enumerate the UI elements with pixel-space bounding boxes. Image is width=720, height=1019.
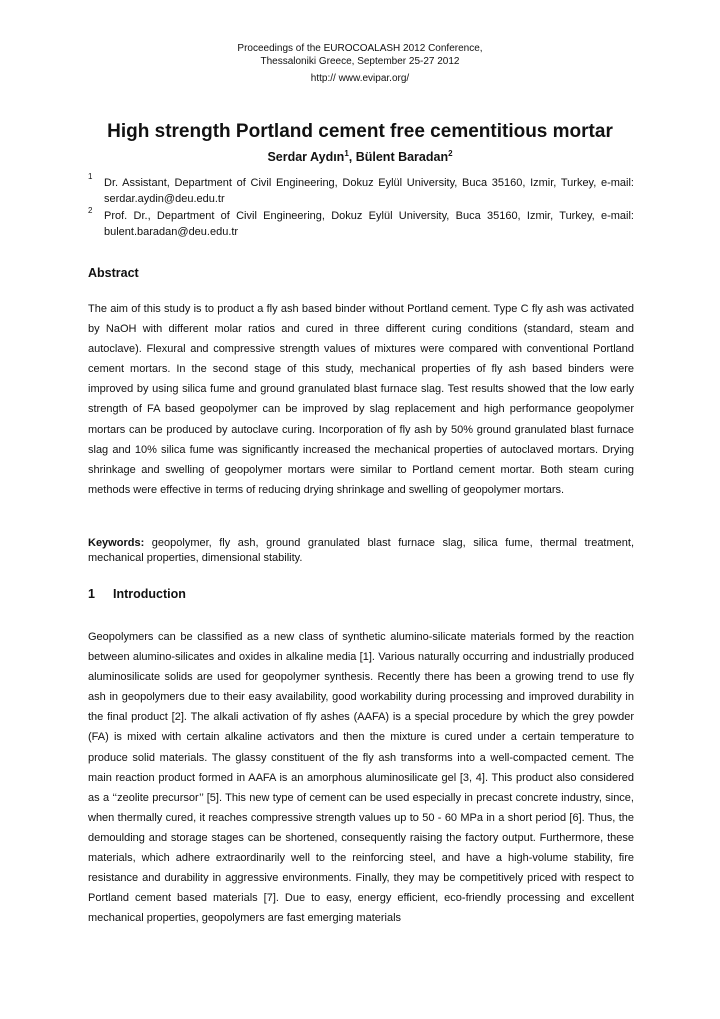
proceedings-line-2: Thessaloniki Greece, September 25-27 2012 xyxy=(260,56,460,67)
affiliation-1: Dr. Assistant, Department of Civil Engineering, Dokuz Eylül University, Buca 35160, Izmir, Turkey, e-mail: serdar.aydin@deu.edu.tr xyxy=(104,177,634,205)
author-list xyxy=(0,150,720,164)
affiliation-2: Prof. Dr., Department of Civil Engineering, Dokuz Eylül University, Buca 35160, Izmir, Turkey, e-mail: bulent.baradan@deu.edu.tr xyxy=(104,210,634,238)
introduction-text: Geopolymers can be classified as a new class of synthetic alumino-silicate materials formed by the reaction between alumino-silicates and oxides in alkaline media [1]. Various naturally occurring and industrially produced aluminosilicate solids are used for geopolymer synthesis. Recently there has been a growing trend to use fly ash in geopolymers due to their easy availability, good workability during processing and improved durability in the final product [2]. The alkali activation of fly ashes (AAFA) is a special procedure by which the grey powder (FA) is mixed with certain alkaline activators and then the mixture is cured under a certain temperature to produce solid materials. The glassy constituent of the fly ash transforms into a well-compacted cement. The main reaction product formed in AAFA is an amorphous aluminosilicate gel [3, 4]. This product also considered as a ‘‘zeolite precursor’’ [5]. This new type of cement can be used especially in precast concrete industry, since, when thermally cured, it reaches compressive strength values up to 50 - 60 MPa in a short period [6]. Thus, the demoulding and storage stages can be shortened, consequently raising the factory output. Furthermore, these materials, which adhere extraordinarily well to the reinforcing steel, and have a high-volume stability, fire resistance and durability in aggressive environments. Finally, they may be competitively priced with respect to Portland cement based materials [7]. Due to easy, energy efficient, eco-friendly processing and excellent mechanical properties, geopolymers are fast emerging materials xyxy=(88,631,634,925)
affiliation-mark: 1 xyxy=(88,172,93,181)
abstract-heading: Abstract xyxy=(88,266,139,280)
paper-title: High strength Portland cement free cementitious mortar xyxy=(107,121,613,142)
proceedings-line-1: Proceedings of the EUROCOALASH 2012 Conference, xyxy=(237,43,483,54)
keywords xyxy=(88,536,634,565)
keywords-text: geopolymer, fly ash, ground granulated blast furnace slag, silica fume, thermal treatment, mechanical properties, dimensional stability. xyxy=(88,537,634,564)
author-affiliation-mark: 1 xyxy=(344,148,349,158)
affiliation-mark: 2 xyxy=(88,206,93,215)
section-title: Introduction xyxy=(113,587,186,601)
author-name: Serdar Aydın xyxy=(267,150,345,164)
proceedings-url: http:// www.evipar.org/ xyxy=(310,73,410,84)
keywords-label: Keywords: xyxy=(88,537,145,549)
section-heading-introduction xyxy=(88,587,186,601)
author-separator: , xyxy=(348,150,356,164)
author-name: Bülent Baradan xyxy=(355,150,449,164)
author-affiliation-mark: 2 xyxy=(448,148,453,158)
abstract-text: The aim of this study is to product a fly ash based binder without Portland cement. Type C fly ash was activated by NaOH with different molar ratios and cured in three different curing conditions (standard, steam and autoclave). Flexural and compressive strength values of mixtures were compared with conventional Portland cement mortars. In the second stage of this study, mechanical properties of fly ash based binders were improved by using silica fume and ground granulated blast furnace slag. Test results showed that the low early strength of FA based geopolymer can be improved by slag replacement and high performance geopolymer mortars can be produced by autoclave curing. Incorporation of fly ash by 50% ground granulated blast furnace slag and 10% silica fume was significantly increased the mechanical properties of autoclaved mortars. Drying shrinkage and swelling of geopolymer mortars were similar to Portland cement mortar. Both steam curing methods were effective in terms of reducing drying shrinkage and swelling of geopolymer mortars. xyxy=(88,303,634,496)
section-number: 1 xyxy=(88,587,95,601)
